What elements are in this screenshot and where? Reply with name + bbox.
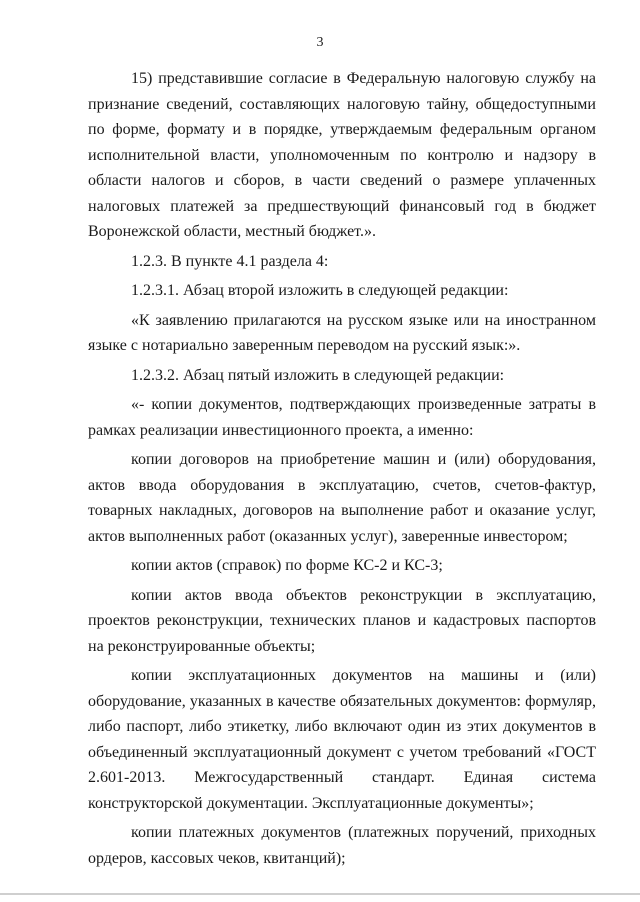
page-number: 3 xyxy=(316,35,324,50)
paragraph-1-2-3-2: 1.2.3.2. Абзац пятый изложить в следующей редакции: xyxy=(131,366,505,384)
paragraph-copies-ks: копии актов (справок) по форме КС-2 и КС-3; xyxy=(131,557,443,574)
paragraph-copies-reconstruction: копии актов ввода объектов реконструкции в эксплуатацию, проектов реконструкции, технических планов и кадастровых паспортов на реконструированные объекты; xyxy=(88,586,596,655)
document-body xyxy=(88,66,596,871)
paragraph-copies-operational: копии эксплуатационных документов на машины и (или) оборудование, указанных в качестве обязательных документов: формуляр, либо паспорт, либо этикетку, либо включают один из этих документов в объединенный эксплуатационный документ с учетом требований «ГОСТ 2.601-2013. Межгосударственный стандарт. Единая система конструкторской документации. Эксплуатационные документы»; xyxy=(88,667,596,812)
page-bottom-edge xyxy=(0,893,640,895)
paragraph-copies-payments: копии платежных документов (платежных поручений, приходных ордеров, кассовых чеков, квитанций); xyxy=(88,824,596,867)
paragraph-copies-costs: «- копии документов, подтверждающих произведенные затраты в рамках реализации инвестиционного проекта, а именно: xyxy=(88,396,596,439)
paragraph-quote-attachments: «К заявлению прилагаются на русском языке или на иностранном языке с нотариально заверенным переводом на русский язык:». xyxy=(88,311,596,354)
paragraph-1-2-3: 1.2.3. В пункте 4.1 раздела 4: xyxy=(131,252,329,270)
paragraph-1-2-3-1: 1.2.3.1. Абзац второй изложить в следующей редакции: xyxy=(131,282,509,299)
paragraph-item-15: 15) представившие согласие в Федеральную налоговую службу на признание сведений, составляющих налоговую тайну, общедоступными по форме, формату и в порядке, утверждаемым федеральным органом исполнительной власти, уполномоченным по контролю и надзору в области налогов и сборов, в части сведений о размере уплаченных налоговых платежей за предшествующий финансовый год в бюджет Воронежской области, местный бюджет.». xyxy=(88,70,596,240)
paragraph-copies-contracts: копии договоров на приобретение машин и (или) оборудования, актов ввода оборудования в эксплуатацию, счетов, счетов-фактур, товарных накладных, договоров на выполнение работ и оказание услуг, актов выполненных работ (оказанных услуг), заверенные инвестором; xyxy=(88,451,596,545)
